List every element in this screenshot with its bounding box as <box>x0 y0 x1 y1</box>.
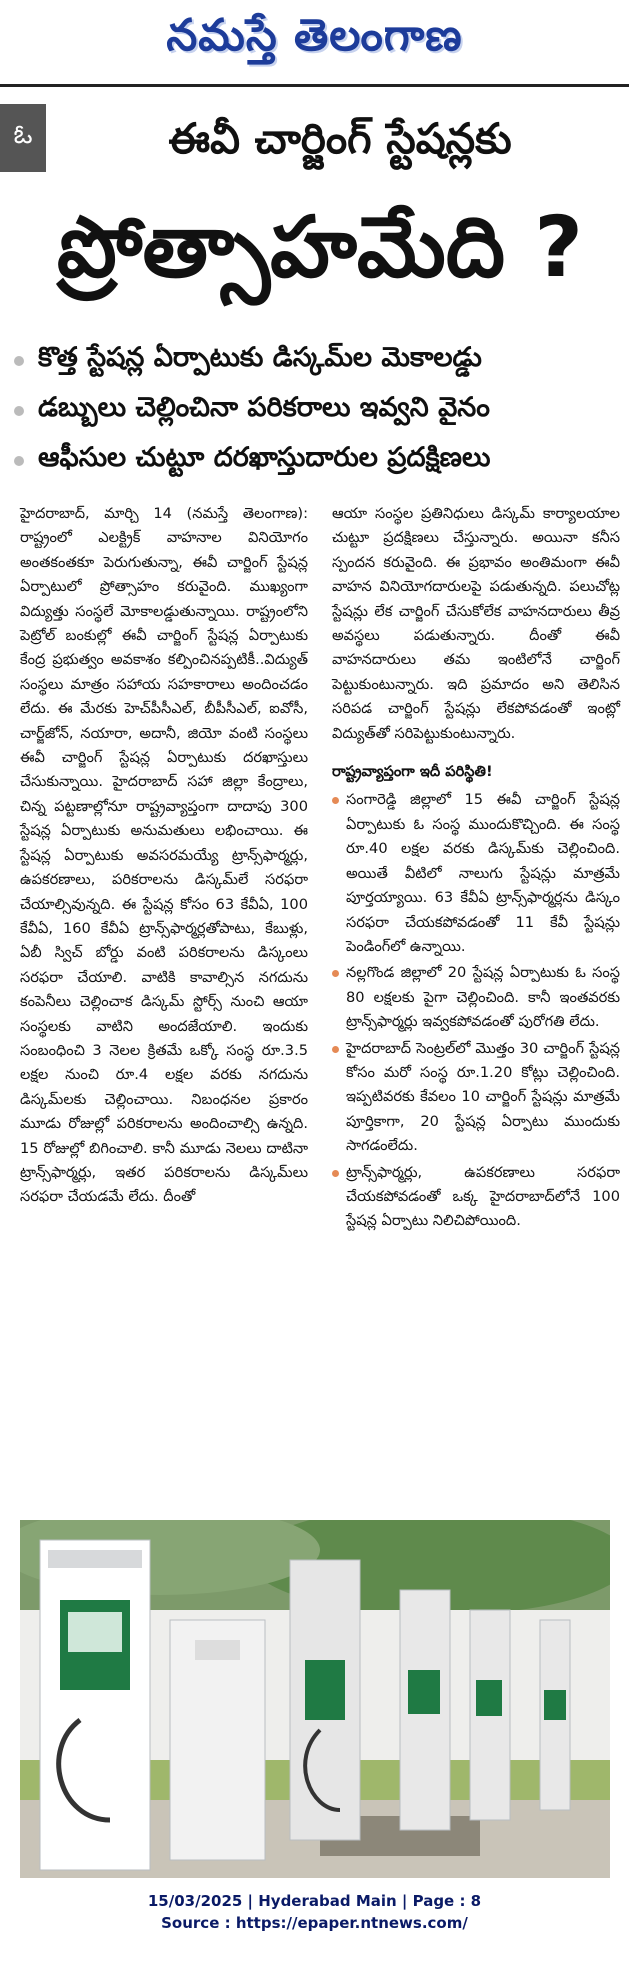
highlight-bullets <box>14 336 626 486</box>
article-column-left <box>20 502 308 1520</box>
highlight-text: ఆఫీసుల చుట్టూ దరఖాస్తుదారుల ప్రదక్షిణలు <box>38 442 491 473</box>
headline-line-1: ఈవీ చార్జింగ్ స్టేషన్లకు <box>168 114 512 163</box>
article-text-left: హైదరాబాద్, మార్చి 14 (నమస్తే తెలంగాణ): రాష్ట్రంలో ఎలక్ట్రిక్ వాహనాల వినియోగం అంతకంతకూ పెరుగుతున్నా, ఈవీ చార్జింగ్ స్టేషన్ల ఏర్పాటులో ప్రోత్సాహం కరువైంది. ముఖ్యంగా విద్యుత్తు సంస్థలే మోకాలడ్డుతున్నాయి. రాష్ట్రంలోని పెట్రోల్ బంకుల్లో ఈవీ చార్జింగ్ స్టేషన్ల ఏర్పాటుకు కేంద్ర ప్రభుత్వం అవకాశం కల్పించినప్పటికీ..విద్యుత్ సంస్థలు మాత్రం సహాయ సహకారాలు అందించడం లేదు. ఈ మేరకు హెచ్‌పీసీఎల్, బీపీసీఎల్, ఐవోసీ, చార్జ్‌జోన్, నయారా, అదానీ, జియో వంటి సంస్థలు ఈవీ చార్జింగ్ స్టేషన్ల ఏర్పాటుకు దరఖాస్తులు చేసుకున్నాయి. హైదరాబాద్ సహా జిల్లా కేంద్రాలు, చిన్న పట్టణాల్లోనూ రాష్ట్రవ్యాప్తంగా దాదాపు 300 స్టేషన్ల ఏర్పాటుకు అనుమతులు లభించాయి. ఈ స్టేషన్ల ఏర్పాటుకు అవసరమయ్యే ట్రాన్స్‌ఫార్మర్లు, ఉపకరణాలు, పరికరాలను డిస్కమ్‌లే సరఫరా చేయాల్సివున్నది. ఈ స్టేషన్ల కోసం 63 కేవీఏ, 100 కేవీఏ, 160 కేవీఏ ట్రాన్స్‌ఫార్మర్లతోపాటు, కేబుళ్లు, ఏబీ స్విచ్ బోర్డు వంటి పరికరాలను డిస్కంలు సరఫరా చేయాలి. వాటికి కావాల్సిన నగదును కంపెనీలు చెల్లించాక డిస్కమ్ స్టోర్స్ నుంచి ఆయా సంస్థలకు వాటిని అందజేయాలి. ఇందుకు సంబంధించి 3 నెలల క్రితమే ఒక్కో సంస్థ రూ.3.5 లక్షల నుంచి రూ.4 లక్షల వరకు నగదును డిస్కమ్‌లకు చెల్లించాయి. నిబంధనల ప్రకారం మూడు రోజుల్లో పరికరాలను అందించాల్సి ఉన్నది. 15 రోజుల్లో బిగించాలి. కానీ మూడు నెలలు దాటినా ట్రాన్స్‌ఫార్మర్లు, ఇతర పరికరాలను డిస్కమ్‌లు సరఫరా చేయడమే లేదు. దీంతో <box>20 505 308 1206</box>
newspaper-title: నమస్తే తెలంగాణ <box>166 10 463 61</box>
section-tab <box>0 104 46 172</box>
charging-stations-photo <box>20 1520 610 1878</box>
highlight-bullet <box>14 436 626 486</box>
status-list <box>332 788 620 1233</box>
article-body <box>20 502 620 1520</box>
status-item: నల్లగొండ జిల్లాలో 20 స్టేషన్ల ఏర్పాటుకు ఓ సంస్థ 80 లక్షలకు పైగా చెల్లించింది. కానీ ఇంతవరకు ట్రాన్స్‌ఫార్మర్లు ఇవ్వకపోవడంతో పురోగతి లేదు. <box>332 961 620 1034</box>
bullet-icon <box>14 356 24 366</box>
footer-edition: 15/03/2025 | Hyderabad Main | Page : 8 <box>147 1892 482 1910</box>
masthead <box>0 0 629 82</box>
status-item: హైదరాబాద్ సెంట్రల్‌లో మొత్తం 30 చార్జింగ్ స్టేషన్ల కోసం మరో సంస్థ రూ.1.20 కోట్లు చెల్లించింది. ఇప్పటివరకు కేవలం 10 చార్జింగ్ స్టేషన్లు మాత్రమే పూర్తికాగా, 20 స్టేషన్ల ఏర్పాటు ముందుకు సాగడంలేదు. <box>332 1037 620 1159</box>
masthead-rule <box>0 84 629 87</box>
bullet-icon <box>14 456 24 466</box>
status-item: ట్రాన్స్‌ఫార్మర్లు, ఉపకరణాలు సరఫరా చేయకపోవడంతో ఒక్క హైదరాబాద్‌లోనే 100 స్టేషన్ల ఏర్పాటు నిలిచిపోయింది. <box>332 1161 620 1234</box>
bullet-icon <box>14 406 24 416</box>
section-tab-glyph: ఓ <box>13 120 33 150</box>
page-footer <box>0 1890 629 1934</box>
article-text-right: ఆయా సంస్థల ప్రతినిధులు డిస్కమ్ కార్యాలయాల చుట్టూ ప్రదక్షిణలు చేస్తున్నారు. అయినా కనీస స్పందన కరువైంది. ఈ ప్రభావం అంతిమంగా ఈవీ వాహన వినియోగదారులపై పడుతున్నది. పలుచోట్ల స్టేషన్లు లేక చార్జింగ్ చేసుకోలేక వాహనదారులు తీవ్ర అవస్థలు పడుతున్నారు. దీంతో ఈవీ వాహనదారులు తమ ఇంటిలోనే చార్జింగ్ పెట్టుకుంటున్నారు. ఇది ప్రమాదం అని తెలిసిన సరిపడ చార్జింగ్ స్టేషన్లు లేకపోవడంతో ఇంట్లో విద్యుత్‌తో సరిపెట్టుకుంటున్నారు. <box>332 505 620 742</box>
headline-line-2: ప్రోత్సాహమేది ? <box>56 198 584 296</box>
highlight-bullet <box>14 336 626 386</box>
footer-source: Source : https://epaper.ntnews.com/ <box>161 1914 468 1932</box>
article-column-right <box>332 502 620 1520</box>
highlight-text: డబ్బులు చెల్లించినా పరికరాలు ఇవ్వని వైనం <box>38 392 490 423</box>
status-item: సంగారెడ్డి జిల్లాలో 15 ఈవీ చార్జింగ్ స్టేషన్ల ఏర్పాటుకు ఓ సంస్థ ముందుకొచ్చింది. ఈ సంస్థ రూ.40 లక్షల వరకు డిస్కమ్‌కు చెల్లించింది. అయితే వీటిలో నాలుగు స్టేషన్లు మాత్రమే పూర్తయ్యాయి. 63 కేవీఏ ట్రాన్స్‌ఫార్మర్లను డిస్కం సరఫరా చేయకపోవడంతో 11 కేవీ స్టేషన్లు పెండింగ్‌లో ఉన్నాయి. <box>332 788 620 959</box>
highlight-bullet <box>14 386 626 436</box>
article-subhead: రాష్ట్రవ్యాప్తంగా ఇదీ పరిస్థితి! <box>332 763 493 781</box>
highlight-text: కొత్త స్టేషన్ల ఏర్పాటుకు డిస్కమ్‌ల మెకాలడ్డు <box>38 342 482 373</box>
